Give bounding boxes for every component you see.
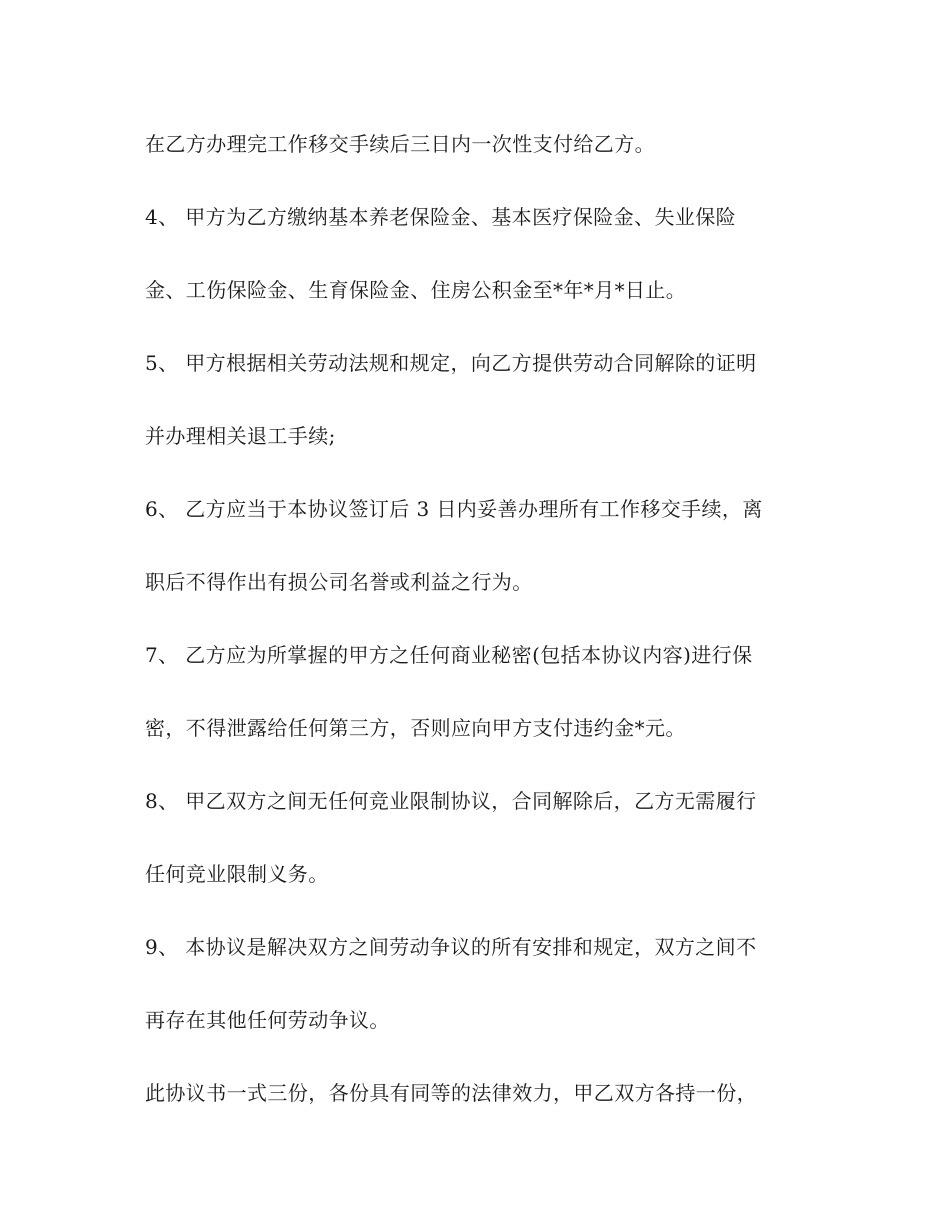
text-line-4: 5、 甲方根据相关劳动法规和规定，向乙方提供劳动合同解除的证明 [145,351,757,375]
text-line-14: 此协议书一式三份，各份具有同等的法律效力，甲乙双方各持一份， [145,1081,757,1105]
text-line-7: 职后不得作出有损公司名誉或利益之行为。 [145,570,533,594]
text-line-10: 8、 甲乙双方之间无任何竞业限制协议，合同解除后，乙方无需履行 [145,789,757,813]
text-line-2: 4、 甲方为乙方缴纳基本养老保险金、基本医疗保险金、失业保险 [145,205,737,229]
text-line-6: 6、 乙方应当于本协议签订后 3 日内妥善办理所有工作移交手续，离 [145,497,763,521]
text-line-9: 密，不得泄露给任何第三方，否则应向甲方支付违约金*元。 [145,716,686,740]
text-line-13: 再存在其他任何劳动争议。 [145,1008,390,1032]
text-line-11: 任何竞业限制义务。 [145,862,329,886]
text-line-8: 7、 乙方应为所掌握的甲方之任何商业秘密(包括本协议内容)进行保 [145,643,753,667]
text-line-12: 9、 本协议是解决双方之间劳动争议的所有安排和规定，双方之间不 [145,935,757,959]
text-line-1: 在乙方办理完工作移交手续后三日内一次性支付给乙方。 [145,132,655,156]
text-line-3: 金、工伤保险金、生育保险金、住房公积金至*年*月*日止。 [145,278,687,302]
text-line-5: 并办理相关退工手续; [145,424,336,448]
